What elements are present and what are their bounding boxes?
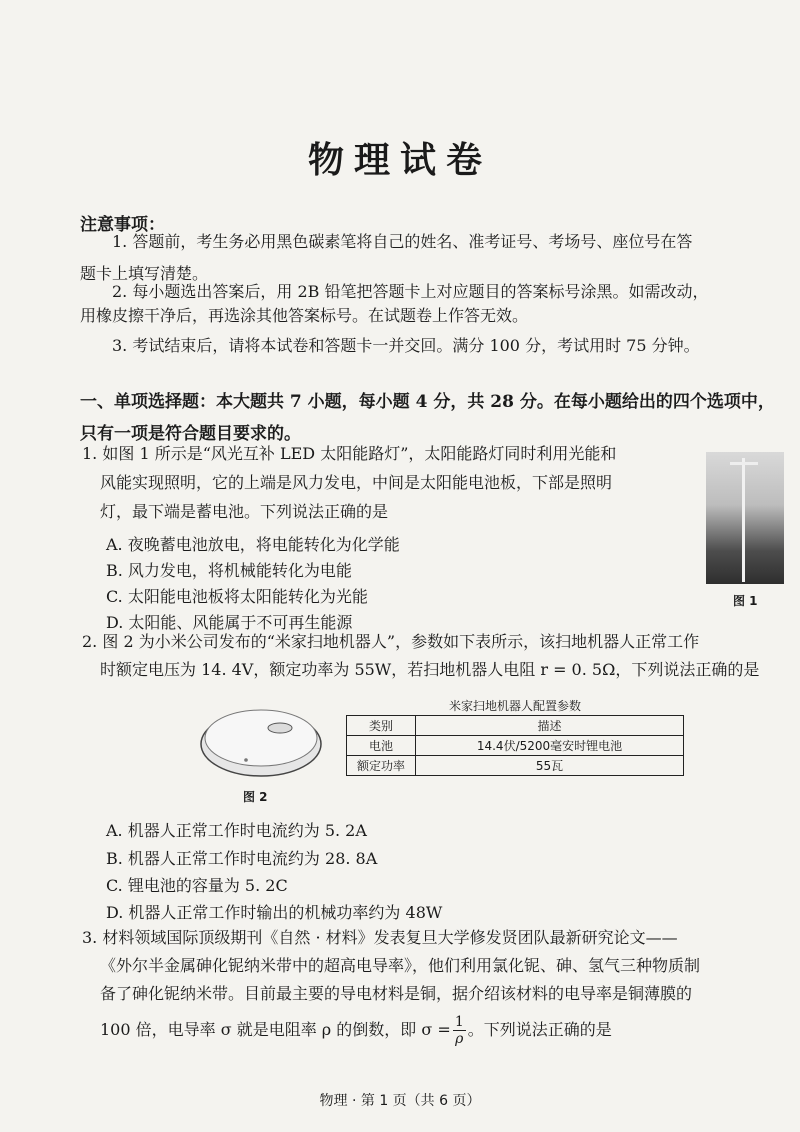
table-cell: 55瓦 [416,756,684,776]
fraction-numerator: 1 [454,1014,464,1030]
table-header-row [347,716,684,736]
lamp-arm [730,462,758,465]
table-cell: 14.4伏/5200毫安时锂电池 [416,736,684,756]
fraction-denominator: ρ [455,1031,464,1047]
table-row [347,756,684,776]
notice-item-3: 3. 考试结束后，请将本试卷和答题卡一并交回。满分 100 分，考试用时 75 分钟。 [112,336,700,355]
q2-line-1: 2. 图 2 为小米公司发布的“米家扫地机器人”，参数如下表所示，该扫地机器人正常工作 [82,632,700,651]
q1-line-3: 灯，最下端是蓄电池。下列说法正确的是 [100,502,389,521]
figure-2-caption: 图 2 [243,790,268,804]
q1-line-2: 风能实现照明，它的上端是风力发电，中间是太阳能电池板，下部是照明 [100,473,613,492]
q3-line-4-tail: 。下列说法正确的是 [467,1020,612,1039]
param-table-title: 米家扫地机器人配置参数 [448,699,581,713]
q3-line-4-text: 100 倍，电导率 σ 就是电阻率 ρ 的倒数，即 σ = [100,1020,451,1039]
figure-1-street-lamp-photo [706,452,784,584]
figure-2-robot-vacuum [196,700,326,780]
section-heading-line-1: 一、单项选择题：本大题共 7 小题，每小题 4 分，共 28 分。在每小题给出的四个选项中， [80,392,775,412]
q1-option-a: A. 夜晚蓄电池放电，将电能转化为化学能 [106,535,400,554]
table-cell: 额定功率 [347,756,416,776]
table-header-cell: 描述 [416,716,684,736]
table-header-cell: 类别 [347,716,416,736]
q1-option-c: C. 太阳能电池板将太阳能转化为光能 [106,587,368,606]
q1-line-1: 1. 如图 1 所示是“风光互补 LED 太阳能路灯”，太阳能路灯同时利用光能和 [82,444,617,463]
q3-line-4 [100,1014,612,1047]
table-cell: 电池 [347,736,416,756]
lamp-pole [742,458,745,582]
notice-heading: 注意事项： [80,215,165,235]
notice-item-2-line-1: 2. 每小题选出答案后，用 2B 铅笔把答题卡上对应题目的答案标号涂黑。如需改动， [112,282,709,301]
q2-option-a: A. 机器人正常工作时电流约为 5. 2A [106,821,367,840]
sigma-formula-fraction [453,1014,466,1047]
param-table [346,715,684,776]
q2-option-b: B. 机器人正常工作时电流约为 28. 8A [106,849,378,868]
q3-line-3: 备了砷化铌纳米带。目前最主要的导电材料是铜，据介绍该材料的电导率是铜薄膜的 [100,984,693,1003]
q2-line-2: 时额定电压为 14. 4V，额定功率为 55W，若扫地机器人电阻 r = 0. 5Ω，下列说法正确的是 [100,660,760,679]
q2-option-c: C. 锂电池的容量为 5. 2C [106,876,288,895]
page-title: 物理试卷 [307,139,492,181]
q1-option-d: D. 太阳能、风能属于不可再生能源 [106,613,353,632]
q1-option-b: B. 风力发电，将机械能转化为电能 [106,561,352,580]
section-heading-line-2: 只有一项是符合题目要求的。 [80,424,301,444]
table-row [347,736,684,756]
figure-1-caption: 图 1 [733,594,758,608]
notice-item-1-line-2: 题卡上填写清楚。 [80,264,209,283]
q2-option-d: D. 机器人正常工作时输出的机械功率约为 48W [106,903,443,922]
notice-item-1-line-1: 1. 答题前，考生务必用黑色碳素笔将自己的姓名、准考证号、考场号、座位号在答 [112,232,693,251]
notice-item-2-line-2: 用橡皮擦干净后，再选涂其他答案标号。在试题卷上作答无效。 [80,306,529,325]
page-footer: 物理 · 第 1 页（共 6 页） [319,1093,481,1109]
q3-line-1: 3. 材料领域国际顶级期刊《自然 · 材料》发表复旦大学修发贤团队最新研究论文—— [82,928,678,947]
q3-line-2: 《外尔半金属砷化铌纳米带中的超高电导率》，他们利用氯化铌、砷、氢气三种物质制 [100,956,701,975]
